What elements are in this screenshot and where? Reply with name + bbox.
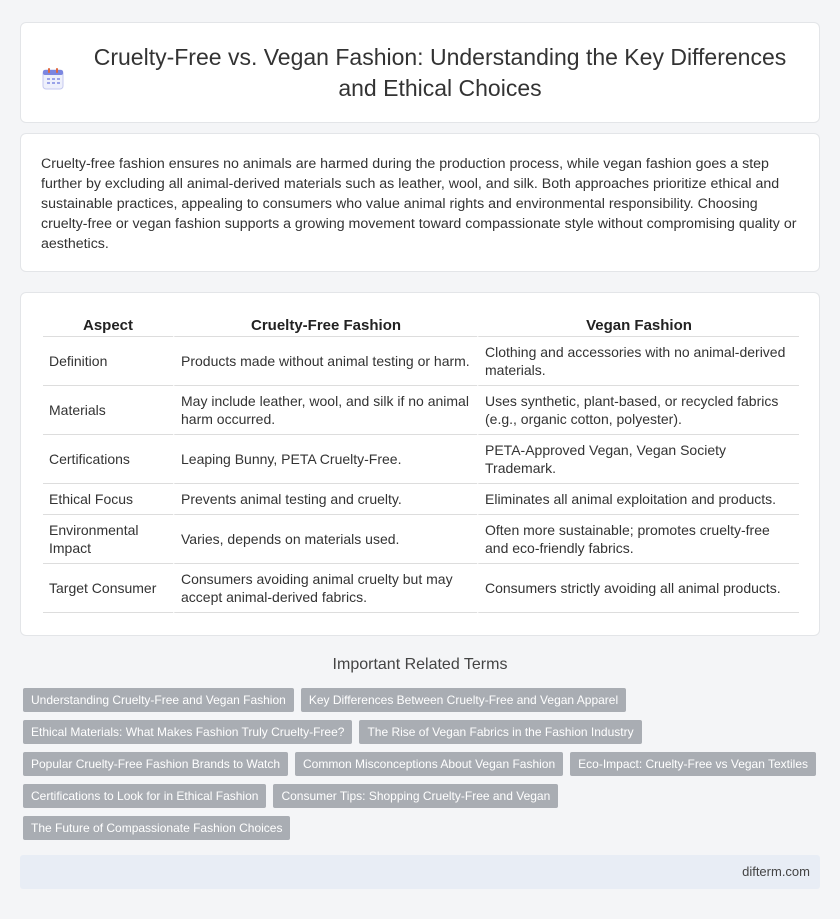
related-term-link[interactable]: Ethical Materials: What Makes Fashion Truly Cruelty-Free? [23,720,352,744]
related-term-link[interactable]: Common Misconceptions About Vegan Fashion [295,752,563,776]
related-terms-list [23,688,823,848]
table-cell: Definition [43,337,173,386]
table-cell: Clothing and accessories with no animal-derived materials. [477,337,799,386]
related-term-link[interactable]: Eco-Impact: Cruelty-Free vs Vegan Textiles [570,752,816,776]
intro-card [20,133,820,272]
table-cell: Eliminates all animal exploitation and products. [477,484,799,515]
table-header-aspect: Aspect [43,313,173,337]
table-cell: Leaping Bunny, PETA Cruelty-Free. [173,435,477,484]
intro-text: Cruelty-free fashion ensures no animals are harmed during the production process, while vegan fashion goes a step further by excluding all animal-derived materials such as leather, wool, and silk. Both approaches prioritize ethical and sustainable practices, appealing to consumers who value animal rights and environmental responsibility. Choosing cruelty-free or vegan fashion supports a growing movement toward compassionate style without compromising quality or aesthetics. [41,156,797,252]
comparison-table [43,313,799,613]
table-row [43,386,799,435]
table-cell: PETA-Approved Vegan, Vegan Society Trademark. [477,435,799,484]
table-header-vegan: Vegan Fashion [477,313,799,337]
table-cell: Target Consumer [43,564,173,613]
table-cell: Often more sustainable; promotes cruelty-free and eco-friendly fabrics. [477,515,799,564]
table-cell: Products made without animal testing or harm. [173,337,477,386]
table-cell: Materials [43,386,173,435]
related-term-link[interactable]: Consumer Tips: Shopping Cruelty-Free and Vegan [273,784,558,808]
table-header-cruelty-free: Cruelty-Free Fashion [173,313,477,337]
table-row [43,435,799,484]
table-row [43,337,799,386]
related-term-link[interactable]: Understanding Cruelty-Free and Vegan Fashion [23,688,294,712]
related-terms-title: Important Related Terms [332,656,508,673]
related-term-link[interactable]: Certifications to Look for in Ethical Fashion [23,784,266,808]
table-cell: Uses synthetic, plant-based, or recycled fabrics (e.g., organic cotton, polyester). [477,386,799,435]
table-row [43,515,799,564]
comparison-table-card [20,292,820,636]
table-cell: Certifications [43,435,173,484]
table-row [43,484,799,515]
related-term-link[interactable]: Popular Cruelty-Free Fashion Brands to Watch [23,752,288,776]
header-card [20,22,820,123]
table-cell: Consumers avoiding animal cruelty but may accept animal-derived fabrics. [173,564,477,613]
related-term-link[interactable]: Key Differences Between Cruelty-Free and Vegan Apparel [301,688,626,712]
table-cell: Prevents animal testing and cruelty. [173,484,477,515]
table-row [43,564,799,613]
table-cell: May include leather, wool, and silk if no animal harm occurred. [173,386,477,435]
related-term-link[interactable]: The Rise of Vegan Fabrics in the Fashion Industry [359,720,641,744]
page-title: Cruelty-Free vs. Vegan Fashion: Understanding the Key Differences and Ethical Choices [93,43,787,101]
related-term-link[interactable]: The Future of Compassionate Fashion Choices [23,816,290,840]
footer [20,855,820,889]
table-cell: Consumers strictly avoiding all animal products. [477,564,799,613]
table-cell: Environmental Impact [43,515,173,564]
footer-site-link[interactable]: difterm.com [742,864,810,879]
calendar-icon [40,66,66,92]
table-cell: Varies, depends on materials used. [173,515,477,564]
table-cell: Ethical Focus [43,484,173,515]
